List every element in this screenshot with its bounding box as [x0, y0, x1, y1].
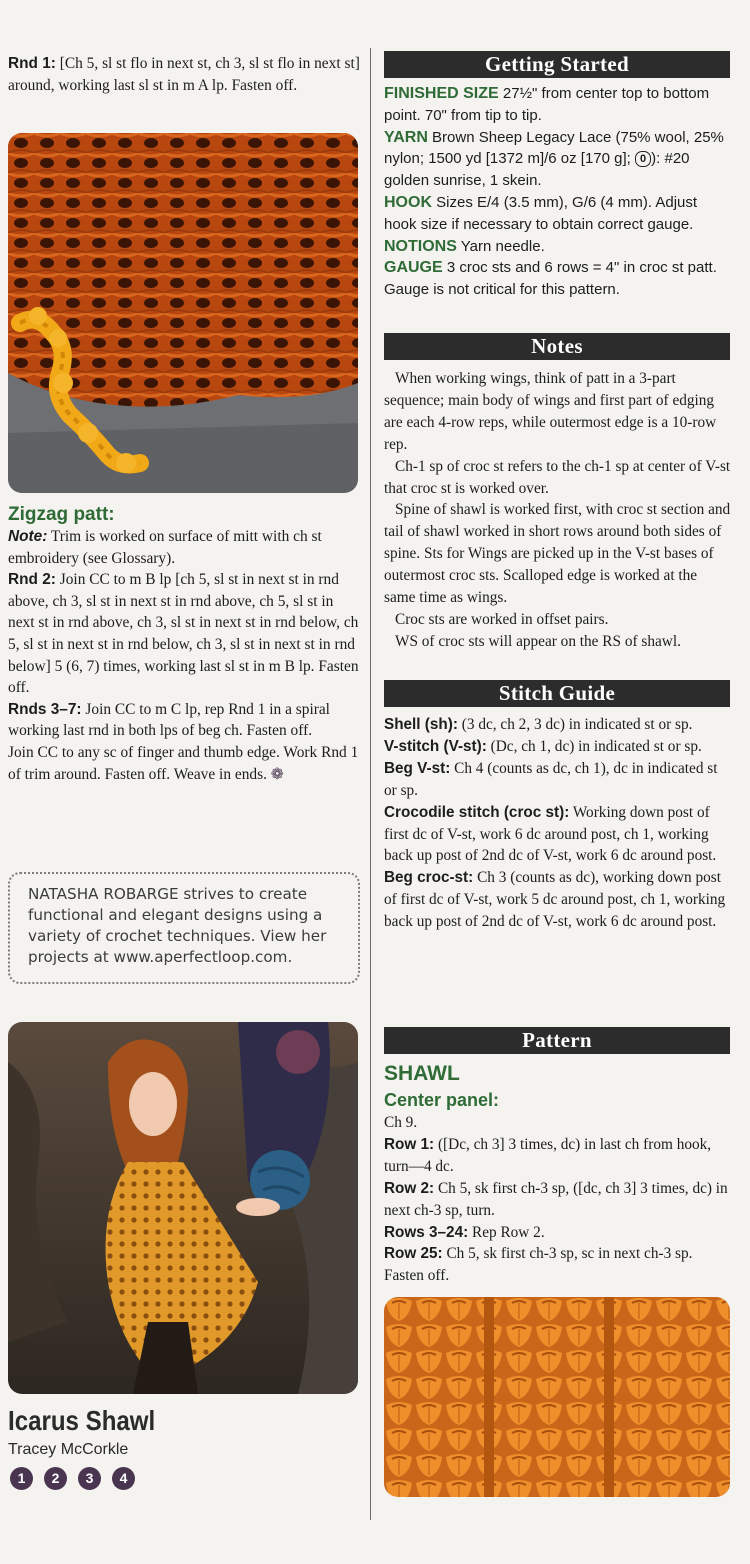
- note-paragraph-1: When working wings, think of patt in a 3-part sequence; main body of wings and first part of edging are each 4-row reps, while outermost edge is a 10-row rep.: [384, 370, 717, 453]
- rows-3-24-label: Rows 3–24:: [384, 1223, 469, 1241]
- notions-text: Yarn needle.: [456, 237, 545, 255]
- note-paragraph-3: Spine of shawl is worked first, with croc st section and tail of shawl worked in short rows around both sides of spine. Sts for Wings are picked up in the V-st bases of outermost croc sts. Scalloped edge is worked at the same time as wings.: [384, 501, 731, 607]
- pattern-row-25: [384, 1243, 732, 1287]
- rnd1-paragraph: [8, 53, 360, 96]
- note-text: Trim is worked on surface of mitt with ch st embroidery (see Glossary).: [8, 528, 322, 567]
- stitch-guide-header: Stitch Guide: [384, 680, 730, 707]
- finished-size-text: 27½" from center top to bottom point. 70" from tip to tip.: [384, 85, 710, 124]
- finished-size-line: [384, 83, 732, 127]
- notes-header: Notes: [384, 333, 730, 360]
- pattern-ch9: Ch 9.: [384, 1114, 418, 1131]
- zigzag-note: [8, 526, 360, 569]
- zigzag-finish: [8, 742, 360, 785]
- stitch-beg-croc: [384, 867, 732, 933]
- stitch-beg-vst-text: Ch 4 (counts as dc, ch 1), dc in indicated st or sp.: [384, 759, 718, 799]
- yarn-weight-icon: 0: [635, 151, 651, 167]
- project-title: Icarus Shawl: [8, 1405, 156, 1436]
- stitch-vst-label: V-stitch (V-st):: [384, 737, 487, 755]
- column-divider: [370, 48, 371, 1520]
- notions-line: [384, 236, 732, 258]
- yarn-label: YARN: [384, 128, 428, 146]
- shawl-heading: SHAWL: [384, 1062, 460, 1085]
- stitch-beg-vst-label: Beg V-st:: [384, 759, 451, 777]
- stitch-shell-label: Shell (sh):: [384, 716, 458, 733]
- end-mark-icon: ❁: [270, 765, 284, 783]
- note-paragraph-2: Ch-1 sp of croc st refers to the ch-1 sp at center of V-st that croc st is worked over.: [384, 457, 731, 497]
- note-label: Note:: [8, 528, 48, 545]
- stitch-shell-text: (3 dc, ch 2, 3 dc) in indicated st or sp.: [457, 716, 693, 733]
- zigzag-rnds37: [8, 699, 360, 742]
- yarn-text-b: ): #20 golden sunrise, 1 skein.: [384, 150, 690, 190]
- designer-bio-box: [8, 872, 360, 984]
- rnds37-label: Rnds 3–7:: [8, 700, 82, 718]
- finish-text: Join CC to any sc of finger and thumb edge. Work Rnd 1 of trim around. Fasten off. Weave in ends.: [8, 743, 359, 783]
- croc-stitch-illustration: [384, 1297, 730, 1497]
- mitt-trim-photo: [8, 133, 358, 493]
- skill-level-1: 1: [10, 1467, 33, 1490]
- rows-3-24-text: Rep Row 2.: [468, 1223, 545, 1241]
- stitch-vst-text: (Dc, ch 1, dc) in indicated st or sp.: [486, 737, 702, 755]
- pattern-section: [384, 1060, 732, 1287]
- shawl-model-illustration: [8, 1022, 358, 1394]
- rnd1-text: [Ch 5, sl st flo in next st, ch 3, sl st flo in next st] around, working last sl st in m A lp. Fasten off.: [8, 55, 360, 94]
- mitt-trim-illustration: [8, 133, 358, 493]
- stitch-croc-label: Crocodile stitch (croc st):: [384, 803, 570, 821]
- row-1-label: Row 1:: [384, 1135, 435, 1153]
- stitch-beg-croc-text: Ch 3 (counts as dc), working down post of first dc of V-st, work 5 dc around post, ch 1, working back up post of 2nd dc of V-st, work 6 dc around post.: [384, 869, 726, 931]
- zigzag-instructions: [8, 526, 360, 785]
- zigzag-rnd2: [8, 569, 360, 699]
- row-25-text: Ch 5, sk first ch-3 sp, sc in next ch-3 sp. Fasten off.: [384, 1245, 693, 1285]
- row-1-text: ([Dc, ch 3] 3 times, dc) in last ch from hook, turn—4 dc.: [384, 1135, 712, 1175]
- gauge-text: 3 croc sts and 6 rows = 4" in croc st patt. Gauge is not critical for this pattern.: [384, 259, 717, 299]
- designer-bio-text: NATASHA ROBARGE strives to create functional and elegant designs using a variety of crochet techniques. View her projects at www.aperfectloop.com.: [28, 885, 327, 966]
- pattern-row-2: [384, 1178, 732, 1222]
- stitch-guide-section: [384, 714, 732, 933]
- notions-label: NOTIONS: [384, 237, 457, 255]
- row-2-label: Row 2:: [384, 1179, 435, 1197]
- yarn-line: [384, 127, 732, 192]
- center-panel-heading: Center panel:: [384, 1090, 500, 1110]
- note-paragraph-4: Croc sts are worked in offset pairs.: [395, 610, 609, 628]
- notes-section: [384, 368, 732, 653]
- stitch-croc: [384, 802, 732, 868]
- hook-text: Sizes E/4 (3.5 mm), G/6 (4 mm). Adjust hook size if necessary to obtain correct gauge.: [384, 193, 698, 233]
- getting-started-header: Getting Started: [384, 51, 730, 78]
- rnd2-text: Join CC to m B lp [ch 5, sl st in next st in rnd above, ch 3, sl st in next st in rnd above, ch 5, sl st in next st in rnd above, ch 3, sl st in next st in rnd below, ch 5, sl st in next st in rnd below, ch 3, sl st in next st in rnd below] 5 (6, 7) times, working last sl st in m B lp. Fasten off.: [8, 571, 359, 697]
- pattern-rows-3-24: [384, 1222, 732, 1244]
- croc-stitch-swatch-photo: [384, 1297, 730, 1497]
- stitch-beg-croc-label: Beg croc-st:: [384, 869, 474, 887]
- finished-size-label: FINISHED SIZE: [384, 85, 499, 102]
- getting-started-section: [384, 83, 732, 301]
- skill-level-2: 2: [44, 1467, 67, 1490]
- pattern-header: Pattern: [384, 1027, 730, 1054]
- pattern-rows: [384, 1112, 732, 1287]
- yarn-text-a: Brown Sheep Legacy Lace (75% wool, 25% nylon; 1500 yd [1372 m]/6 oz [170 g];: [384, 128, 724, 168]
- skill-level-4: 4: [112, 1467, 135, 1490]
- stitch-shell: [384, 714, 732, 736]
- gauge-label: GAUGE: [384, 259, 443, 277]
- stitch-beg-vst: [384, 758, 732, 802]
- note-paragraph-5: WS of croc sts will appear on the RS of shawl.: [395, 632, 681, 650]
- zigzag-heading: Zigzag patt:: [8, 504, 115, 525]
- stitch-vst: [384, 736, 732, 758]
- hook-label: HOOK: [384, 193, 432, 211]
- shawl-model-photo: [8, 1022, 358, 1394]
- rnd1-label: Rnd 1:: [8, 55, 56, 72]
- row-2-text: Ch 5, sk first ch-3 sp, ([dc, ch 3] 3 times, dc) in next ch-3 sp, turn.: [384, 1179, 728, 1219]
- stitch-croc-text: Working down post of first dc of V-st, work 6 dc around post, ch 1, working back up post of 2nd dc of V-st, work 6 dc around post.: [384, 803, 717, 865]
- skill-level-indicators: [10, 1467, 142, 1490]
- skill-level-3: 3: [78, 1467, 101, 1490]
- pattern-row-1: [384, 1134, 732, 1178]
- rnd2-label: Rnd 2:: [8, 571, 56, 589]
- designer-name: Tracey McCorkle: [8, 1441, 129, 1458]
- rnds37-text: Join CC to m C lp, rep Rnd 1 in a spiral working last rnd in both lps of beg ch. Fasten off.: [8, 700, 330, 740]
- row-25-label: Row 25:: [384, 1245, 443, 1263]
- hook-line: [384, 192, 732, 236]
- gauge-line: [384, 257, 732, 301]
